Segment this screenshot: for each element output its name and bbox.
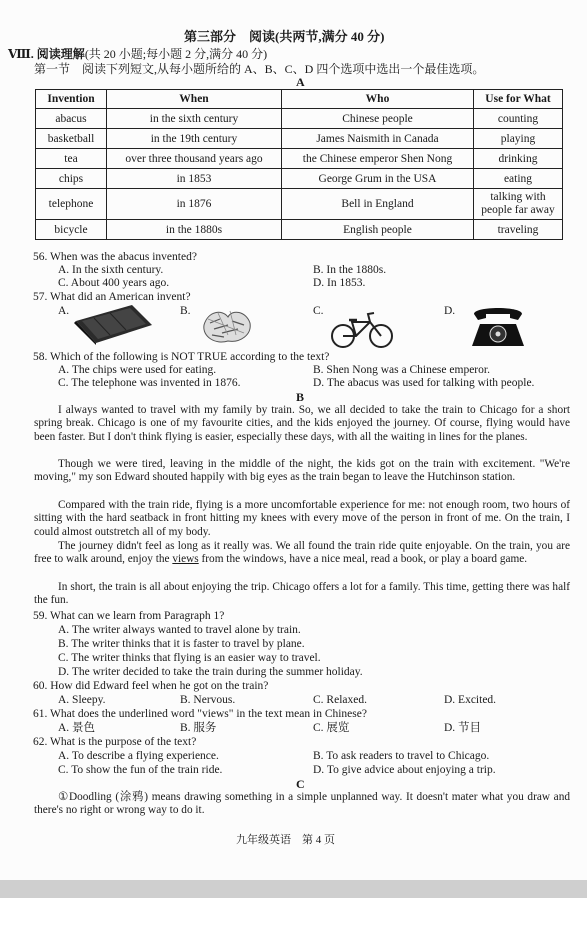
part-title: 第三部分 阅读(共两节,满分 40 分) [184,29,385,44]
q62-stem: 62. What is the purpose of the text? [33,736,197,748]
table-row [36,129,563,149]
q61-option-c[interactable]: C. 展览 [313,722,350,734]
paragraph-4-text-before: The journey didn't feel as long as it really was. We all found the train ride quite enjoyable. On the train, you are free to walk around, enjoy the [34,540,570,566]
passage-c-label: C [296,777,305,791]
table-cell: abacus [36,109,107,129]
table-cell: George Grum in the USA [282,169,474,189]
q62-option-a[interactable]: A. To describe a flying experience. [58,750,219,762]
paragraph-4-text-after: from the windows, have a nice meal, read a book, or play a board game. [198,553,528,566]
passage-a-label: A [296,75,305,89]
underlined-word-views: views [172,553,199,566]
passage-c-paragraph-1: ①Doodling (涂鸦) means drawing something in a simple unplanned way. It doesn't mater what you draw and there's no right or wrong way to do it. [34,791,570,817]
passage-b-paragraph-2: Though we were tired, leaving in the middle of the night, the kids got on the train with excitement. "We're moving," my son Edward shouted happily with big eyes as the train began to leave the Hutchinson station. [34,458,570,484]
q57-option-c[interactable]: C. [313,305,324,317]
q62-option-c[interactable]: C. To show the fun of the train ride. [58,764,223,776]
q59-stem: 59. What can we learn from Paragraph 1? [33,610,225,622]
q59-option-d[interactable]: D. The writer decided to take the train during the summer holiday. [58,666,363,678]
table-header: When [107,90,282,109]
q58-option-d[interactable]: D. The abacus was used for talking with people. [313,377,535,389]
q61-stem: 61. What does the underlined word "views" in the text mean in Chinese? [33,708,367,720]
table-cell: in 1876 [107,189,282,220]
q59-option-b[interactable]: B. The writer thinks that it is faster to travel by plane. [58,638,305,650]
table-cell: bicycle [36,220,107,240]
table-header-row [36,90,563,109]
q59-option-c[interactable]: C. The writer thinks that flying is an easier way to travel. [58,652,321,664]
q58-option-c[interactable]: C. The telephone was invented in 1876. [58,377,241,389]
section-note: (共 20 小题;每小题 2 分,满分 40 分) [84,47,268,61]
table-cell: in the 1880s [107,220,282,240]
table-cell: in 1853 [107,169,282,189]
q56-option-b[interactable]: B. In the 1880s. [313,264,387,276]
table-cell: James Naismith in Canada [282,129,474,149]
q60-option-c[interactable]: C. Relaxed. [313,694,367,706]
table-row [36,149,563,169]
table-row [36,169,563,189]
subsection-instructions: 第一节 阅读下列短文,从每小题所给的 A、B、C、D 四个选项中选出一个最佳选项。 [34,62,485,76]
table-cell: drinking [474,149,563,169]
section-label-text: Ⅷ. 阅读理解 [8,47,85,61]
table-row [36,109,563,129]
page-separator [0,880,587,898]
table-header: Who [282,90,474,109]
table-cell: over three thousand years ago [107,149,282,169]
page-footer: 九年级英语 第 4 页 [236,834,335,846]
table-row [36,189,563,220]
q60-option-a[interactable]: A. Sleepy. [58,694,106,706]
table-header: Use for What [474,90,563,109]
q56-option-d[interactable]: D. In 1853. [313,277,366,289]
q62-option-b[interactable]: B. To ask readers to travel to Chicago. [313,750,490,762]
q61-option-d[interactable]: D. 节目 [444,722,482,734]
q57-option-a[interactable]: A. [58,305,70,317]
q58-stem: 58. Which of the following is NOT TRUE according to the text? [33,351,330,363]
telephone-icon [470,304,526,350]
table-cell: in the 19th century [107,129,282,149]
q60-option-d[interactable]: D. Excited. [444,694,497,706]
table-cell: tea [36,149,107,169]
table-cell: talking with people far away [474,189,563,220]
table-cell: chips [36,169,107,189]
q56-option-a[interactable]: A. In the sixth century. [58,264,164,276]
table-cell: eating [474,169,563,189]
passage-b-paragraph-1: I always wanted to travel with my family by train. So, we all decided to take the train to Chicago for a short spring break. Chicago is one of my favourite cities, and the kids enjoyed the journey. Of course, flying would have been faster. But I don't think flying is easier, especially these days, with all the waiting in lines for the planes. [34,404,570,443]
bicycle-icon [330,310,394,350]
q56-option-c[interactable]: C. About 400 years ago. [58,277,170,289]
q61-option-b[interactable]: B. 服务 [180,722,217,734]
table-cell: traveling [474,220,563,240]
table-cell: counting [474,109,563,129]
next-page-edge [0,898,587,935]
q57-stem: 57. What did an American invent? [33,291,191,303]
table-cell: Chinese people [282,109,474,129]
table-row [36,220,563,240]
q57-option-d[interactable]: D. [444,305,456,317]
table-cell: telephone [36,189,107,220]
q59-option-a[interactable]: A. The writer always wanted to travel alone by train. [58,624,301,636]
potato-chips-icon [198,305,254,347]
q60-option-b[interactable]: B. Nervous. [180,694,236,706]
table-cell: Bell in England [282,189,474,220]
q56-stem: 56. When was the abacus invented? [33,251,197,263]
table-header: Invention [36,90,107,109]
chocolate-bar-icon [74,303,154,345]
passage-b-paragraph-4 [34,540,570,567]
table-cell: playing [474,129,563,149]
table-cell: the Chinese emperor Shen Nong [282,149,474,169]
table-cell: English people [282,220,474,240]
inventions-table [35,89,563,240]
passage-b-paragraph-5: In short, the train is all about enjoying the trip. Chicago offers a lot for a family. This time, getting there was half the fun. [34,581,570,607]
table-cell: in the sixth century [107,109,282,129]
q58-option-b[interactable]: B. Shen Nong was a Chinese emperor. [313,364,490,376]
q57-option-b[interactable]: B. [180,305,191,317]
q61-option-a[interactable]: A. 景色 [58,722,96,734]
passage-b-paragraph-3: Compared with the train ride, flying is a more uncomfortable experience for me: not enough room, two hours of sitting with the hard seatback in front hitting my knees with every move of the person in front of me. On the train, I could almost outstretch all of my body. [34,499,570,538]
q60-stem: 60. How did Edward feel when he got on the train? [33,680,269,692]
passage-b-label: B [296,390,305,404]
table-cell: basketball [36,129,107,149]
q58-option-a[interactable]: A. The chips were used for eating. [58,364,217,376]
q62-option-d[interactable]: D. To give advice about enjoying a trip. [313,764,496,776]
